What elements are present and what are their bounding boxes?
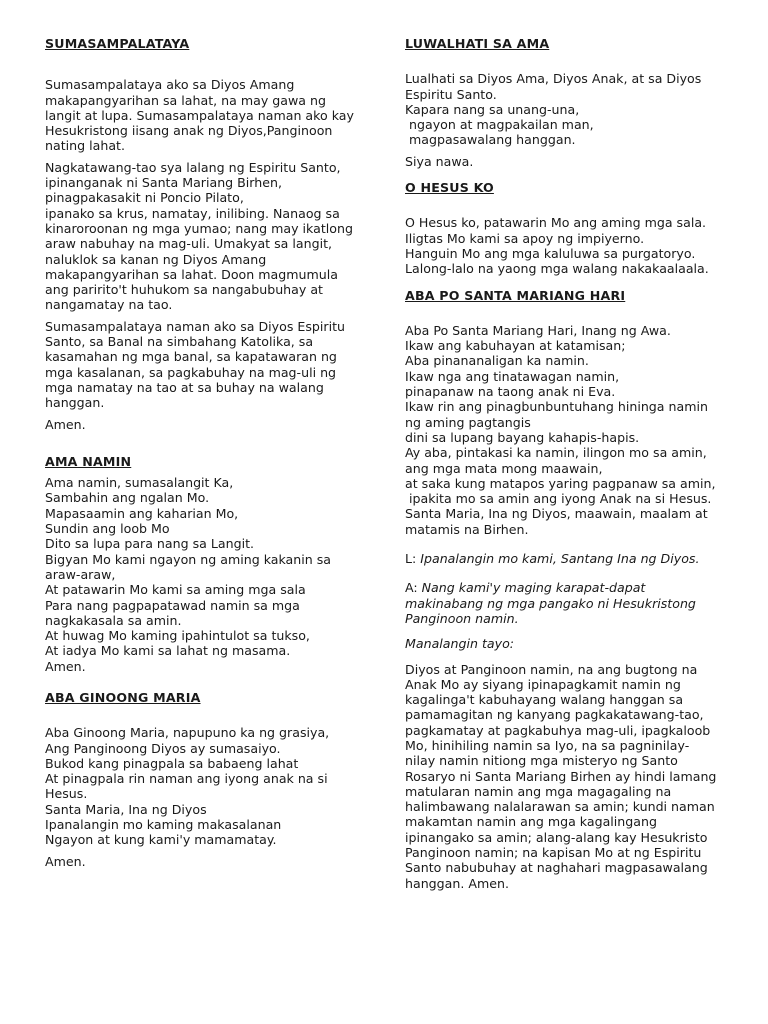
prayer-paragraph [405, 154, 725, 169]
assembly-prefix: A: [405, 580, 422, 596]
prayer-title: AMA NAMIN [45, 453, 132, 469]
prayer-title: LUWALHATI SA AMA [405, 36, 550, 51]
text-line: Sundin ang loob Mo [45, 521, 170, 537]
text-line: kagalinga't kabuhayang walang hanggan sa [405, 692, 684, 708]
prayer-paragraph [45, 725, 363, 847]
prayer-sumasampalataya [45, 36, 363, 432]
text-line: nangamatay na tao. [45, 297, 173, 313]
text-line: nilay namin nitiong mga misteryo ng Santo [405, 753, 678, 769]
text-line: At iadya Mo kami sa lahat ng masama. [45, 643, 291, 659]
prayer-paragraph [45, 319, 363, 411]
text-line: ng aming pagtangis [405, 414, 531, 430]
prayer-luwalhati-sa-ama [405, 36, 725, 169]
prayer-paragraph [405, 71, 725, 147]
text-line: Dito sa lupa para nang sa Langit. [45, 536, 255, 552]
text-line: mga kasalanan, sa pagkabuhay na mag-uli ng [45, 364, 337, 380]
text-line: Ama namin, sumasalangit Ka, [45, 475, 234, 491]
text-line: hanggan. [45, 395, 105, 411]
text-line: Ang Panginoong Diyos ay sumasaiyo. [45, 740, 281, 756]
text-line: ipinanganak ni Santa Mariang Birhen, [45, 175, 282, 191]
text-line: Santa Maria, Ina ng Diyos [45, 801, 207, 817]
text-line: Amen. [45, 658, 86, 674]
text-line: langit at lupa. Sumasampalataya naman ako kay [45, 107, 354, 123]
text-line: araw nabuhay na mag-uli. Umakyat sa langit, [45, 236, 333, 252]
text-line: hanggan. Amen. [405, 875, 509, 891]
text-line: makapangyarihan sa lahat. Doon magmumula [45, 266, 338, 282]
text-line: nating lahat. [45, 138, 125, 154]
left-column [45, 36, 363, 869]
text-line: Hesus. [45, 786, 88, 802]
text-line: ngayon at magpakailan man, [405, 117, 594, 133]
text-line: O Hesus ko, patawarin Mo ang aming mga sala. [405, 215, 707, 231]
text-line: mga namatay na tao at sa buhay na walang [45, 379, 324, 395]
text-line: Espiritu Santo. [405, 86, 497, 102]
text-line: Ikaw rin ang pinagbunbuntuhang hininga namin [405, 399, 708, 415]
text-line: at saka kung matapos yaring pagpanaw sa amin, [405, 475, 716, 491]
manalangin-tayo: Manalangin tayo: [405, 636, 515, 652]
text-line: Santa Maria, Ina ng Diyos, maawain, maalam at [405, 506, 708, 522]
text-line: kasamahan ng mga banal, sa kapatawaran ng [45, 349, 337, 365]
prayer-title: SUMASAMPALATAYA [45, 36, 190, 51]
text-line: Santo, sa Banal na simbahang Katolika, sa [45, 334, 314, 350]
prayer-paragraph [405, 215, 725, 276]
text-line: pinagpakasakit ni Poncio Pilato, [45, 190, 244, 206]
text-line: magpasawalang hanggan. [405, 132, 576, 148]
text-line: dini sa lupang bayang kahapis-hapis. [405, 429, 640, 445]
text-line: Lualhati sa Diyos Ama, Diyos Anak, at sa Diyos [405, 71, 702, 87]
text-line: ipakita mo sa amin ang iyong Anak na si Hesus. [405, 491, 712, 507]
text-line: Lalong-lalo na yaong mga walang nakakaalaala. [405, 261, 709, 277]
prayer-paragraph [45, 417, 363, 432]
text-line: ipinangako sa amin; alang-alang kay Hesukristo [405, 829, 708, 845]
text-line: Diyos at Panginoon namin, na ang bugtong na [405, 661, 698, 677]
text-line: Mapasaamin ang kaharian Mo, [45, 505, 239, 521]
text-line: Para nang pagpapatawad namin sa mga [45, 597, 300, 613]
text-line: nagkakasala sa amin. [45, 612, 182, 628]
text-line: Panginoon namin; na kapisan Mo at ng Espiritu [405, 845, 702, 861]
text-line: pinapanaw na taong anak ni Eva. [405, 384, 616, 400]
text-line: Anak Mo ay siyang ipinapagkamit namin ng [405, 676, 681, 692]
text-line: Siya nawa. [405, 153, 474, 169]
prayer-title: O HESUS KO [405, 180, 494, 196]
text-line: Sumasampalataya naman ako sa Diyos Espiritu [45, 318, 346, 334]
text-line: halimbawang nalalarawan sa amin; kundi naman [405, 799, 715, 815]
text-line: Mo, hinihiling namin sa Iyo, na sa pagninilay- [405, 737, 690, 753]
text-line: ang paririto't huhukom sa nangabubuhay at [45, 282, 323, 298]
text-line: Nagkatawang-tao sya lalang ng Espiritu Santo, [45, 159, 341, 175]
prayer-aba-po-santa-mariang-hari [405, 288, 725, 891]
text-line: Kapara nang sa unang-una, [405, 101, 580, 117]
text-line: Bukod kang pinagpala sa babaeng lahat [45, 755, 299, 771]
prayer-title: ABA GINOONG MARIA [45, 689, 201, 705]
text-line: Panginoon namin. [405, 610, 519, 626]
text-line: Amen. [45, 853, 86, 869]
text-line: Bigyan Mo kami ngayon ng aming kakanin sa [45, 551, 332, 567]
text-line: makamtan namin ang mga kagalingang [405, 814, 657, 830]
text-line: ang mga mata mong maawain, [405, 460, 603, 476]
prayer-o-hesus-ko [405, 180, 725, 276]
text-line: pagkamatay at pagkabuhya mag-uli, ipagkaloob [405, 722, 711, 738]
prayer-aba-ginoong-maria [45, 690, 363, 869]
text-line: Ay aba, pintakasi ka namin, ilingon mo sa amin, [405, 445, 707, 461]
prayer-paragraph [45, 475, 363, 674]
prayer-paragraph [405, 323, 725, 537]
leader-response [405, 551, 725, 566]
text-line: makapangyarihan sa lahat, na may gawa ng [45, 92, 326, 108]
closing-prayer [405, 662, 725, 891]
text-line: Hesukristong iisang anak ng Diyos,Panginoon [45, 123, 333, 139]
text-line: Ikaw nga ang tinatawagan namin, [405, 368, 620, 384]
text-line: pamamagitan ng kanyang pagkakatawang-tao, [405, 707, 704, 723]
text-line: Aba pinananaligan ka namin. [405, 353, 589, 369]
text-line: At patawarin Mo kami sa aming mga sala [45, 582, 306, 598]
text-line: Ipanalangin mo kaming makasalanan [45, 817, 282, 833]
text-line: Rosaryo ni Santa Mariang Birhen ay hindi lamang [405, 768, 717, 784]
text-line: At pinagpala rin naman ang iyong anak na si [45, 771, 328, 787]
prayer-paragraph [45, 160, 363, 313]
text-line: Sumasampalataya ako sa Diyos Amang [45, 77, 295, 93]
assembly-response [405, 580, 725, 626]
text-line: araw-araw, [45, 566, 116, 582]
text-line: Amen. [45, 416, 86, 432]
text-line: Aba Po Santa Mariang Hari, Inang ng Awa. [405, 322, 671, 338]
text-line: Sambahin ang ngalan Mo. [45, 490, 210, 506]
assembly-text: Nang kami'y maging karapat-dapat [421, 580, 646, 596]
text-line: Hanguin Mo ang mga kaluluwa sa purgatoryo. [405, 245, 696, 261]
text-line: Ikaw ang kabuhayan at katamisan; [405, 338, 626, 354]
text-line: naluklok sa kanan ng Diyos Amang [45, 251, 267, 267]
text-line: ipanako sa krus, namatay, inilibing. Nanaog sa [45, 205, 340, 221]
text-line: kinaroroonan ng mga yumao; nang may ikatlong [45, 220, 353, 236]
prayer-paragraph [45, 77, 363, 153]
leader-prefix: L: [405, 551, 421, 567]
right-column [405, 36, 725, 891]
prayer-title: ABA PO SANTA MARIANG HARI [405, 287, 626, 303]
text-line: Iligtas Mo kami sa apoy ng impiyerno. [405, 230, 645, 246]
text-line: At huwag Mo kaming ipahintulot sa tukso, [45, 628, 310, 644]
prayer-paragraph [45, 854, 363, 869]
text-line: Ngayon at kung kami'y mamamatay. [45, 832, 277, 848]
text-line: makinabang ng mga pangako ni Hesukristong [405, 595, 696, 611]
text-line: Santo nabubuhay at naghahari magpasawalang [405, 860, 708, 876]
prayer-ama-namin [45, 454, 363, 674]
text-line: matamis na Birhen. [405, 521, 529, 537]
leader-text: Ipanalangin mo kami, Santang Ina ng Diyos. [420, 551, 700, 567]
text-line: matularan namin ang mga magagaling na [405, 783, 672, 799]
text-line [405, 580, 725, 595]
text-line: Aba Ginoong Maria, napupuno ka ng grasiya, [45, 725, 330, 741]
